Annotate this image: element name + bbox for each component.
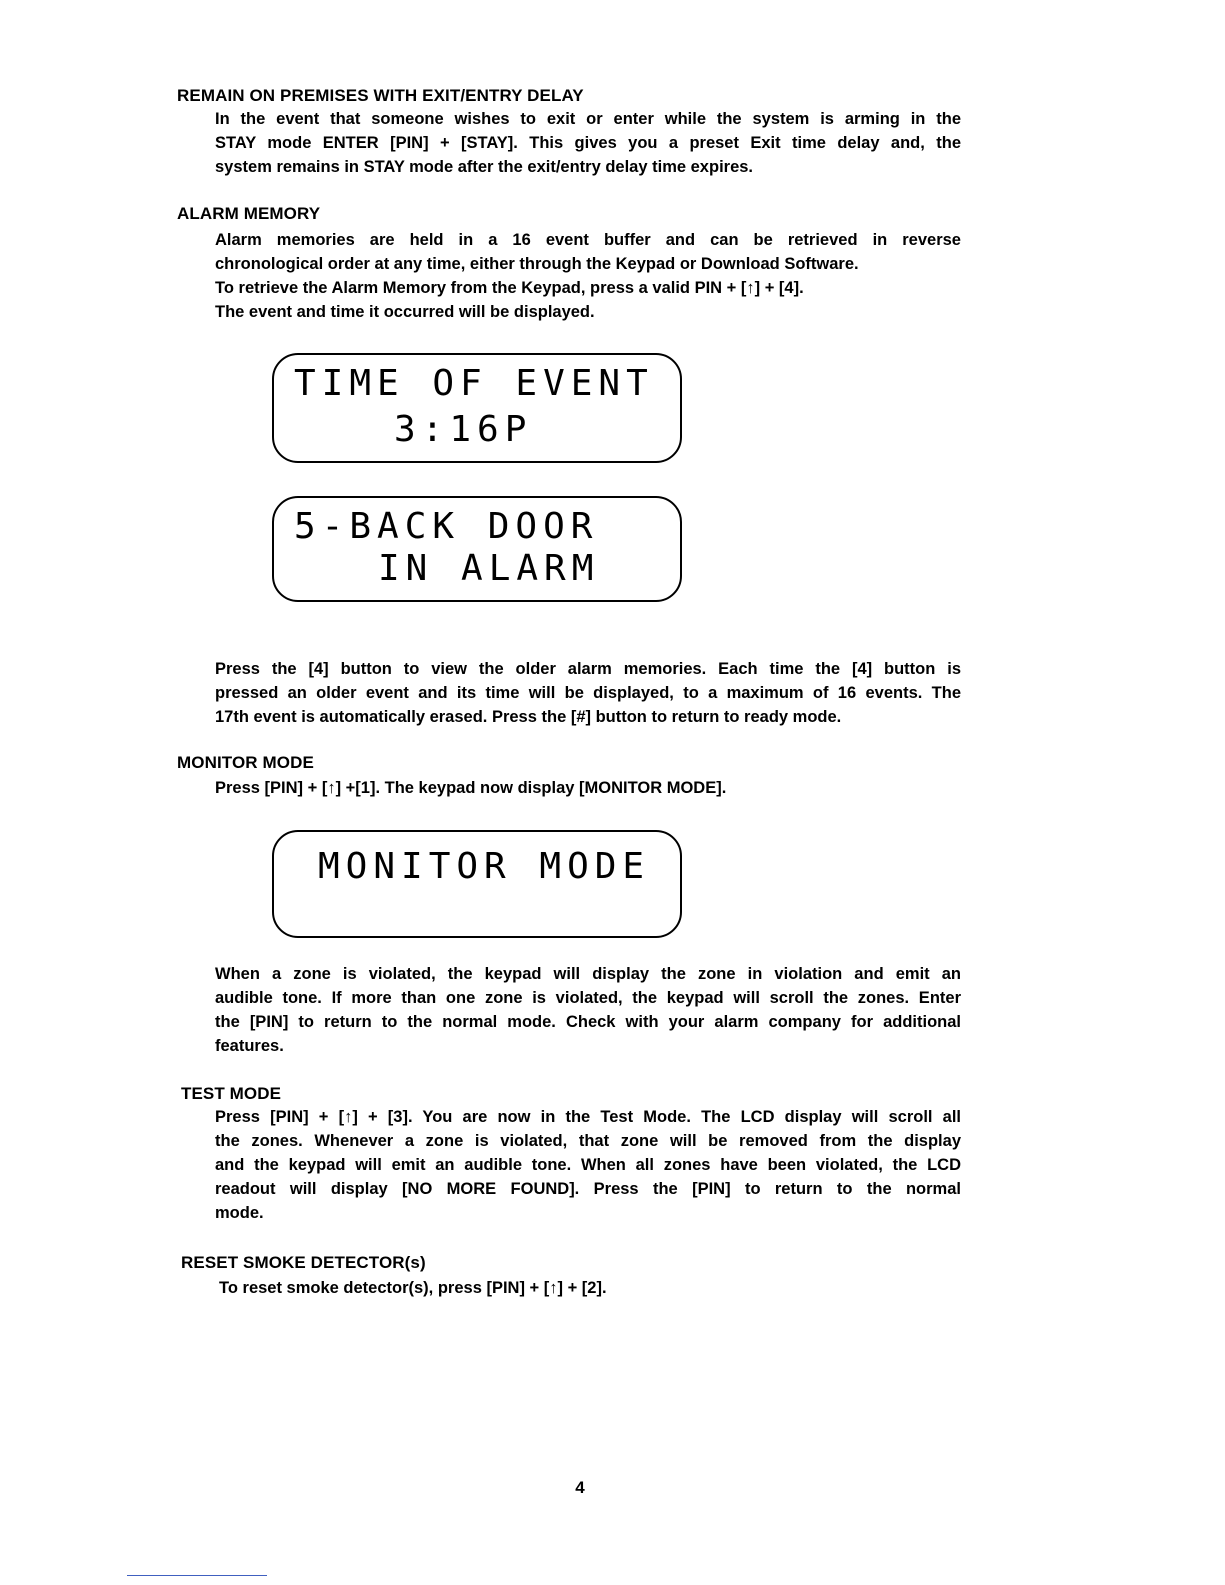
text-line: and the keypad will emit an audible tone. When all zones have been violated, the LCD	[215, 1156, 961, 1174]
lcd-line-1: TIME OF EVENT	[294, 363, 654, 404]
text-line: To retrieve the Alarm Memory from the Keypad, press a valid PIN + [↑] + [4].	[215, 279, 804, 297]
alarm-memory-paragraph	[215, 228, 961, 324]
footer-rule	[127, 1575, 267, 1576]
text-line: pressed an older event and its time will be displayed, to a maximum of 16 events. The	[215, 684, 961, 702]
section-heading-remain: REMAIN ON PREMISES WITH EXIT/ENTRY DELAY	[177, 86, 584, 105]
text-line: When a zone is violated, the keypad will display the zone in violation and emit an	[215, 965, 961, 983]
text-line: 17th event is automatically erased. Press the [#] button to return to ready mode.	[215, 708, 842, 726]
text-line: audible tone. If more than one zone is violated, the keypad will scroll the zones. Enter	[215, 989, 961, 1007]
alarm-memory-followup	[215, 657, 961, 729]
lcd-line-1: MONITOR MODE	[318, 846, 651, 887]
section-heading-reset-smoke: RESET SMOKE DETECTOR(s)	[181, 1253, 426, 1272]
text-line: system remains in STAY mode after the exit/entry delay time expires.	[215, 158, 754, 176]
lcd-line-2: 3:16P	[394, 409, 533, 450]
text-line: In the event that someone wishes to exit or enter while the system is arming in the	[215, 110, 961, 128]
remain-paragraph	[215, 107, 961, 179]
lcd-line-2: IN ALARM	[378, 548, 600, 589]
text-line: The event and time it occurred will be displayed.	[215, 303, 595, 321]
section-heading-monitor-mode: MONITOR MODE	[177, 753, 314, 772]
monitor-mode-followup	[215, 962, 961, 1058]
text-line: Press the [4] button to view the older alarm memories. Each time the [4] button is	[215, 660, 961, 678]
reset-smoke-paragraph	[219, 1276, 965, 1300]
text-line: the [PIN] to return to the normal mode. Check with your alarm company for additional	[215, 1013, 961, 1031]
monitor-mode-paragraph	[215, 776, 961, 800]
lcd-display-monitor-mode	[272, 830, 682, 938]
text-line: readout will display [NO MORE FOUND]. Press the [PIN] to return to the normal	[215, 1180, 961, 1198]
text-line: the zones. Whenever a zone is violated, that zone will be removed from the display	[215, 1132, 961, 1150]
lcd-line-1: 5-BACK DOOR	[294, 506, 599, 547]
lcd-display-back-door	[272, 496, 682, 602]
text-line: mode.	[215, 1204, 264, 1222]
section-heading-alarm-memory: ALARM MEMORY	[177, 204, 321, 223]
text-line: Press [PIN] + [↑] + [3]. You are now in the Test Mode. The LCD display will scroll all	[215, 1108, 961, 1126]
text-line: chronological order at any time, either through the Keypad or Download Software.	[215, 255, 859, 273]
test-mode-paragraph	[215, 1105, 961, 1225]
text-line: features.	[215, 1037, 284, 1055]
text-line: To reset smoke detector(s), press [PIN] + [↑] + [2].	[219, 1279, 607, 1297]
text-line: Alarm memories are held in a 16 event buffer and can be retrieved in reverse	[215, 231, 961, 249]
text-line: Press [PIN] + [↑] +[1]. The keypad now display [MONITOR MODE].	[215, 779, 727, 797]
text-line: STAY mode ENTER [PIN] + [STAY]. This gives you a preset Exit time delay and, the	[215, 134, 961, 152]
page-number: 4	[575, 1478, 585, 1497]
section-heading-test-mode: TEST MODE	[181, 1084, 282, 1103]
lcd-display-time-of-event	[272, 353, 682, 463]
